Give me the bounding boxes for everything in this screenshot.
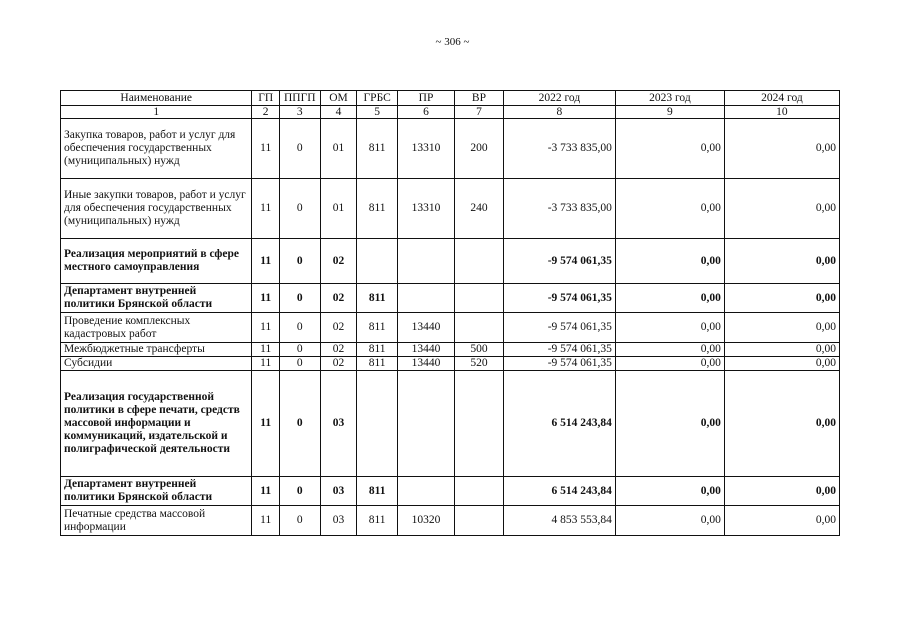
cell-name: Печатные средства массовой информации xyxy=(61,506,252,536)
cell-pr: 13440 xyxy=(398,313,455,343)
cell-2023: 0,00 xyxy=(615,371,724,477)
cell-2023: 0,00 xyxy=(615,239,724,284)
cell-name: Проведение комплексных кадастровых работ xyxy=(61,313,252,343)
column-number: 9 xyxy=(615,106,724,119)
table-row xyxy=(61,357,840,371)
cell-vr xyxy=(455,239,504,284)
table-row xyxy=(61,506,840,536)
table-row xyxy=(61,371,840,477)
cell-2024: 0,00 xyxy=(724,477,839,506)
cell-gp: 11 xyxy=(252,239,279,284)
cell-ppgp: 0 xyxy=(279,343,320,357)
cell-2024: 0,00 xyxy=(724,239,839,284)
cell-2022: -9 574 061,35 xyxy=(503,284,615,313)
cell-2024: 0,00 xyxy=(724,371,839,477)
cell-vr: 520 xyxy=(455,357,504,371)
cell-2022: -9 574 061,35 xyxy=(503,343,615,357)
cell-2024: 0,00 xyxy=(724,313,839,343)
header-2022: 2022 год xyxy=(503,91,615,106)
header-vr: ВР xyxy=(455,91,504,106)
cell-om: 01 xyxy=(320,119,357,179)
table-row xyxy=(61,313,840,343)
cell-2024: 0,00 xyxy=(724,179,839,239)
header-row xyxy=(61,91,840,106)
cell-vr xyxy=(455,284,504,313)
cell-2023: 0,00 xyxy=(615,119,724,179)
cell-gp: 11 xyxy=(252,506,279,536)
cell-grbs xyxy=(357,371,398,477)
cell-grbs: 811 xyxy=(357,119,398,179)
cell-om: 02 xyxy=(320,239,357,284)
header-pr: ПР xyxy=(398,91,455,106)
cell-name: Департамент внутренней политики Брянской области xyxy=(61,477,252,506)
cell-name: Субсидии xyxy=(61,357,252,371)
cell-vr: 240 xyxy=(455,179,504,239)
cell-pr: 13310 xyxy=(398,119,455,179)
cell-om: 03 xyxy=(320,506,357,536)
cell-vr xyxy=(455,371,504,477)
cell-vr xyxy=(455,313,504,343)
cell-pr xyxy=(398,371,455,477)
cell-ppgp: 0 xyxy=(279,477,320,506)
cell-om: 02 xyxy=(320,343,357,357)
cell-ppgp: 0 xyxy=(279,239,320,284)
column-number: 10 xyxy=(724,106,839,119)
column-number: 6 xyxy=(398,106,455,119)
cell-name: Межбюджетные трансферты xyxy=(61,343,252,357)
cell-name: Иные закупки товаров, работ и услуг для обеспечения государственных (муниципальных) нужд xyxy=(61,179,252,239)
cell-2022: -9 574 061,35 xyxy=(503,313,615,343)
header-ppgp: ППГП xyxy=(279,91,320,106)
cell-ppgp: 0 xyxy=(279,506,320,536)
cell-grbs: 811 xyxy=(357,357,398,371)
cell-pr: 10320 xyxy=(398,506,455,536)
cell-pr xyxy=(398,284,455,313)
cell-2022: -9 574 061,35 xyxy=(503,357,615,371)
column-number: 3 xyxy=(279,106,320,119)
header-name: Наименование xyxy=(61,91,252,106)
cell-2022: 6 514 243,84 xyxy=(503,371,615,477)
cell-om: 03 xyxy=(320,477,357,506)
cell-vr: 200 xyxy=(455,119,504,179)
cell-2024: 0,00 xyxy=(724,119,839,179)
cell-om: 02 xyxy=(320,357,357,371)
cell-name: Реализация государственной политики в сфере печати, средств массовой информации и коммуникаций, издательской и полиграфической деятельности xyxy=(61,371,252,477)
cell-2022: 6 514 243,84 xyxy=(503,477,615,506)
cell-gp: 11 xyxy=(252,313,279,343)
cell-gp: 11 xyxy=(252,343,279,357)
cell-2023: 0,00 xyxy=(615,357,724,371)
column-number: 2 xyxy=(252,106,279,119)
cell-2023: 0,00 xyxy=(615,313,724,343)
cell-grbs: 811 xyxy=(357,284,398,313)
column-number-row xyxy=(61,106,840,119)
cell-2024: 0,00 xyxy=(724,343,839,357)
header-grbs: ГРБС xyxy=(357,91,398,106)
cell-grbs: 811 xyxy=(357,506,398,536)
header-2024: 2024 год xyxy=(724,91,839,106)
cell-2022: -9 574 061,35 xyxy=(503,239,615,284)
cell-2024: 0,00 xyxy=(724,284,839,313)
cell-2024: 0,00 xyxy=(724,506,839,536)
cell-om: 03 xyxy=(320,371,357,477)
cell-grbs: 811 xyxy=(357,179,398,239)
cell-name: Реализация мероприятий в сфере местного самоуправления xyxy=(61,239,252,284)
column-number: 7 xyxy=(455,106,504,119)
cell-gp: 11 xyxy=(252,179,279,239)
cell-pr: 13310 xyxy=(398,179,455,239)
cell-grbs: 811 xyxy=(357,477,398,506)
cell-gp: 11 xyxy=(252,477,279,506)
cell-2022: -3 733 835,00 xyxy=(503,119,615,179)
cell-2023: 0,00 xyxy=(615,284,724,313)
cell-ppgp: 0 xyxy=(279,179,320,239)
table-row xyxy=(61,477,840,506)
cell-ppgp: 0 xyxy=(279,313,320,343)
cell-gp: 11 xyxy=(252,284,279,313)
cell-ppgp: 0 xyxy=(279,284,320,313)
cell-gp: 11 xyxy=(252,371,279,477)
header-2023: 2023 год xyxy=(615,91,724,106)
cell-pr xyxy=(398,239,455,284)
cell-pr xyxy=(398,477,455,506)
cell-grbs xyxy=(357,239,398,284)
cell-ppgp: 0 xyxy=(279,119,320,179)
table-row xyxy=(61,343,840,357)
cell-ppgp: 0 xyxy=(279,357,320,371)
cell-pr: 13440 xyxy=(398,357,455,371)
cell-vr xyxy=(455,477,504,506)
cell-vr: 500 xyxy=(455,343,504,357)
table-row xyxy=(61,284,840,313)
cell-2023: 0,00 xyxy=(615,343,724,357)
cell-om: 02 xyxy=(320,284,357,313)
cell-grbs: 811 xyxy=(357,343,398,357)
header-om: ОМ xyxy=(320,91,357,106)
cell-2022: 4 853 553,84 xyxy=(503,506,615,536)
cell-2023: 0,00 xyxy=(615,506,724,536)
cell-om: 01 xyxy=(320,179,357,239)
table-row xyxy=(61,119,840,179)
table-row xyxy=(61,179,840,239)
page-number: ~ 306 ~ xyxy=(435,36,470,48)
column-number: 4 xyxy=(320,106,357,119)
cell-2023: 0,00 xyxy=(615,179,724,239)
cell-pr: 13440 xyxy=(398,343,455,357)
column-number: 1 xyxy=(61,106,252,119)
cell-2022: -3 733 835,00 xyxy=(503,179,615,239)
cell-gp: 11 xyxy=(252,119,279,179)
cell-2024: 0,00 xyxy=(724,357,839,371)
column-number: 5 xyxy=(357,106,398,119)
cell-name: Закупка товаров, работ и услуг для обеспечения государственных (муниципальных) нужд xyxy=(61,119,252,179)
cell-ppgp: 0 xyxy=(279,371,320,477)
cell-vr xyxy=(455,506,504,536)
header-gp: ГП xyxy=(252,91,279,106)
cell-name: Департамент внутренней политики Брянской области xyxy=(61,284,252,313)
cell-2023: 0,00 xyxy=(615,477,724,506)
cell-grbs: 811 xyxy=(357,313,398,343)
budget-table xyxy=(60,90,840,536)
column-number: 8 xyxy=(503,106,615,119)
cell-gp: 11 xyxy=(252,357,279,371)
table-row xyxy=(61,239,840,284)
cell-om: 02 xyxy=(320,313,357,343)
